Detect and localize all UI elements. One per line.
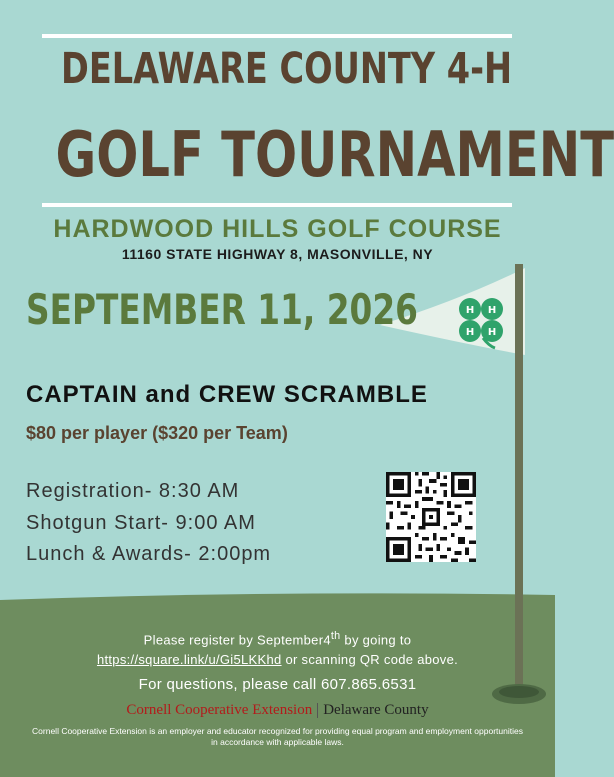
venue-address: 11160 STATE HIGHWAY 8, MASONVILLE, NY: [121, 246, 434, 262]
register-link-line: [0, 652, 555, 667]
bottom-rule: [42, 203, 512, 207]
title-line-2: GOLF TOURNAMENT: [55, 118, 614, 191]
cornell-logo: [0, 702, 555, 719]
svg-text:H: H: [465, 327, 475, 338]
schedule-registration: Registration- 8:30 AM: [26, 480, 240, 502]
register-text-post: by going to: [340, 632, 412, 648]
register-sup: th: [330, 630, 341, 642]
questions-contact: For questions, please call 607.865.6531: [138, 676, 417, 693]
registration-link[interactable]: https://square.link/u/Gi5LKKhd: [96, 652, 282, 667]
svg-text:H: H: [487, 327, 497, 338]
price: $80 per player ($320 per Team): [26, 423, 288, 443]
schedule-lunch-awards: Lunch & Awards- 2:00pm: [26, 543, 272, 565]
register-text-after-link: or scanning QR code above.: [281, 652, 459, 667]
register-instructions: [0, 630, 555, 647]
logo-divider: [317, 703, 318, 718]
top-rule: [42, 34, 512, 38]
qr-code[interactable]: [386, 472, 476, 562]
venue-name: HARDWOOD HILLS GOLF COURSE: [53, 215, 502, 243]
register-text: Please register by September4: [143, 632, 331, 648]
svg-text:H: H: [465, 305, 475, 316]
svg-text:H: H: [487, 305, 497, 316]
logo-county-text: Delaware County: [323, 702, 429, 718]
disclaimer: Cornell Cooperative Extension is an employer and educator recognized for providing equal program and employment opportunities in accordance with applicable laws.: [32, 726, 523, 747]
event-name: CAPTAIN and CREW SCRAMBLE: [26, 381, 428, 408]
schedule-shotgun-start: Shotgun Start- 9:00 AM: [26, 512, 256, 534]
title-line-1: DELAWARE COUNTY 4-H: [61, 44, 513, 94]
logo-cornell-text: Cornell Cooperative Extension: [126, 702, 313, 718]
event-date: SEPTEMBER 11, 2026: [26, 285, 418, 334]
